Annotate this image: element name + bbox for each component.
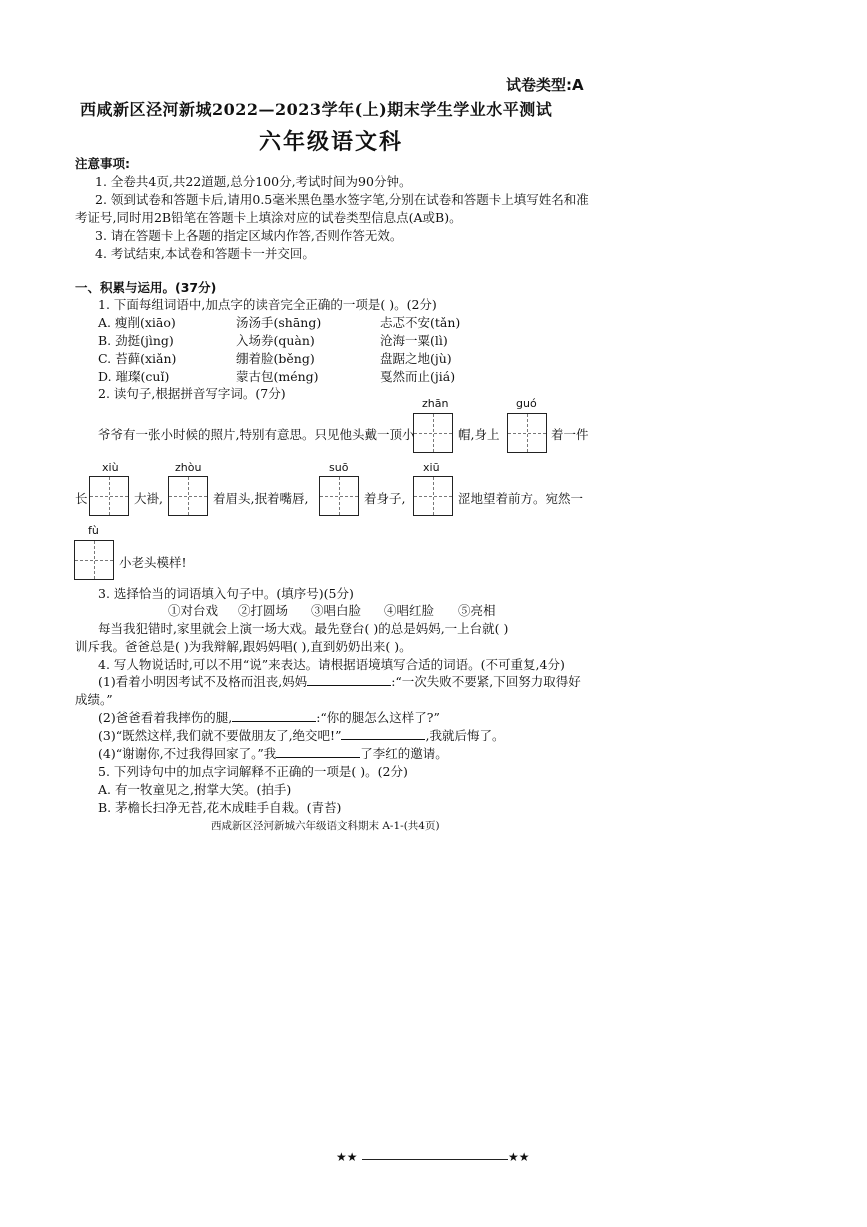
q3-paragraph-line2: 训斥我。爸爸总是( )为我辩解,跟妈妈唱( ),直到奶奶出来( )。: [75, 639, 412, 654]
pinyin-label: zhòu: [175, 461, 202, 474]
q1-option-d: D. 璀璨(cuǐ): [98, 369, 170, 384]
q4-s1-text: (1)看着小明因考试不及格而沮丧,妈妈: [98, 674, 308, 689]
q2-line2-c: 着身子,: [364, 491, 406, 506]
q2-line2-a: 大褂,: [134, 491, 163, 506]
pinyin-label: fù: [88, 524, 99, 537]
q4-s1-text2: :“一次失败不要紧,下回努力取得好: [391, 674, 581, 689]
q2-line2-b: 着眉头,抿着嘴唇,: [213, 491, 309, 506]
footer-stars-right: ★★: [508, 1150, 530, 1164]
q4-s1-text3: 成绩。”: [75, 692, 113, 707]
notes-heading: 注意事项:: [75, 156, 130, 171]
q1-option-b-word3: 沧海一粟(lì): [380, 333, 448, 348]
footer-rule: [362, 1159, 508, 1160]
q3-paragraph-line1: 每当我犯错时,家里就会上演一场大戏。最先登台( )的总是妈妈,一上台就( ): [98, 621, 509, 636]
exam-title: 西咸新区泾河新城2022—2023学年(上)期末学生学业水平测试: [80, 100, 553, 119]
note-item: 3. 请在答题卡上各题的指定区域内作答,否则作答无效。: [95, 228, 403, 243]
answer-grid-box[interactable]: [168, 476, 208, 516]
q4-s2-text: (2)爸爸看着我摔伤的腿,: [98, 710, 233, 725]
note-item: 4. 考试结束,本试卷和答题卡一并交回。: [95, 246, 315, 261]
q1-option-d-word2: 蒙古包(méng): [236, 369, 319, 384]
q2-line1-mid: 帽,身上: [458, 427, 500, 442]
q3-option: ④唱红脸: [384, 603, 435, 618]
paper-type-label: 试卷类型:A: [506, 76, 584, 94]
footer-stars-left: ★★: [336, 1150, 358, 1164]
answer-grid-box[interactable]: [413, 413, 453, 453]
q2-line3-end: 小老头模样!: [119, 555, 187, 570]
q1-option-b: B. 劲挺(jìng): [98, 333, 174, 348]
q1-option-a-word3: 忐忑不安(tǎn): [380, 315, 461, 330]
pinyin-label: zhān: [422, 397, 449, 410]
q4-stem: 4. 写人物说话时,可以不用“说”来表达。请根据语境填写合适的词语。(不可重复,4分): [98, 657, 565, 672]
answer-grid-box[interactable]: [413, 476, 453, 516]
q4-s4-text2: 了李红的邀请。: [360, 746, 448, 761]
q4-sentence1: [98, 672, 581, 690]
q4-s3-text2: ,我就后悔了。: [425, 728, 505, 743]
q3-option: ①对台戏: [168, 603, 219, 618]
q5-stem: 5. 下列诗句中的加点字词解释不正确的一项是( )。(2分): [98, 764, 408, 779]
note-item: 考证号,同时用2B铅笔在答题卡上填涂对应的试卷类型信息点(A或B)。: [75, 210, 462, 225]
answer-blank[interactable]: [341, 727, 425, 740]
q2-line1-end: 着一件: [551, 427, 589, 442]
q4-s4-text: (4)“谢谢你,不过我得回家了。”我: [98, 746, 277, 761]
q4-sentence2: [98, 708, 440, 726]
pinyin-label: guó: [516, 397, 537, 410]
answer-blank[interactable]: [232, 709, 316, 722]
answer-grid-box[interactable]: [319, 476, 359, 516]
q4-sentence3: [98, 726, 504, 744]
answer-grid-box[interactable]: [89, 476, 129, 516]
q3-option: ⑤亮相: [458, 603, 496, 618]
q1-option-d-word3: 戛然而止(jiá): [380, 369, 456, 384]
pinyin-label: xiū: [423, 461, 440, 474]
q4-s2-text2: :“你的腿怎么这样了?”: [316, 710, 440, 725]
q2-line2-d: 涩地望着前方。宛然一: [458, 491, 584, 506]
q1-option-a-word2: 汤汤手(shāng): [236, 315, 322, 330]
q1-option-c-word2: 绷着脸(běng): [236, 351, 315, 366]
page-footer-info: 西咸新区泾河新城六年级语文科期末 A-1-(共4页): [211, 820, 440, 832]
section-title: 一、积累与运用。(37分): [75, 280, 217, 295]
pinyin-label: xiù: [102, 461, 119, 474]
q4-s3-text: (3)“既然这样,我们就不要做朋友了,绝交吧!”: [98, 728, 342, 743]
answer-blank[interactable]: [276, 745, 360, 758]
answer-blank[interactable]: [307, 673, 391, 686]
q1-option-c: C. 苔藓(xiǎn): [98, 351, 177, 366]
answer-grid-box[interactable]: [507, 413, 547, 453]
note-item: 2. 领到试卷和答题卡后,请用0.5毫米黑色墨水签字笔,分别在试卷和答题卡上填写姓名和准: [95, 192, 589, 207]
q1-option-b-word2: 入场券(quàn): [236, 333, 315, 348]
q4-sentence4: [98, 744, 448, 762]
q5-option-a: A. 有一牧童见之,拊掌大笑。(拍手): [98, 782, 292, 797]
note-item: 1. 全卷共4页,共22道题,总分100分,考试时间为90分钟。: [95, 174, 412, 189]
q1-option-a: A. 瘦削(xiāo): [98, 315, 176, 330]
q1-option-c-word3: 盘踞之地(jù): [380, 351, 452, 366]
q3-option: ②打圆场: [238, 603, 289, 618]
q2-stem: 2. 读句子,根据拼音写字词。(7分): [98, 386, 286, 401]
q3-stem: 3. 选择恰当的词语填入句子中。(填序号)(5分): [98, 586, 354, 601]
pinyin-label: suō: [329, 461, 349, 474]
q2-line2-start: 长: [75, 491, 88, 506]
subject-title: 六年级语文科: [259, 130, 404, 155]
q5-option-b: B. 茅檐长扫净无苔,花木成畦手自栽。(青苔): [98, 800, 342, 815]
q2-line1-text: 爷爷有一张小时候的照片,特别有意思。只见他头戴一顶小: [98, 427, 415, 442]
answer-grid-box[interactable]: [74, 540, 114, 580]
q1-stem: 1. 下面每组词语中,加点字的读音完全正确的一项是( )。(2分): [98, 297, 437, 312]
q3-option: ③唱白脸: [311, 603, 362, 618]
